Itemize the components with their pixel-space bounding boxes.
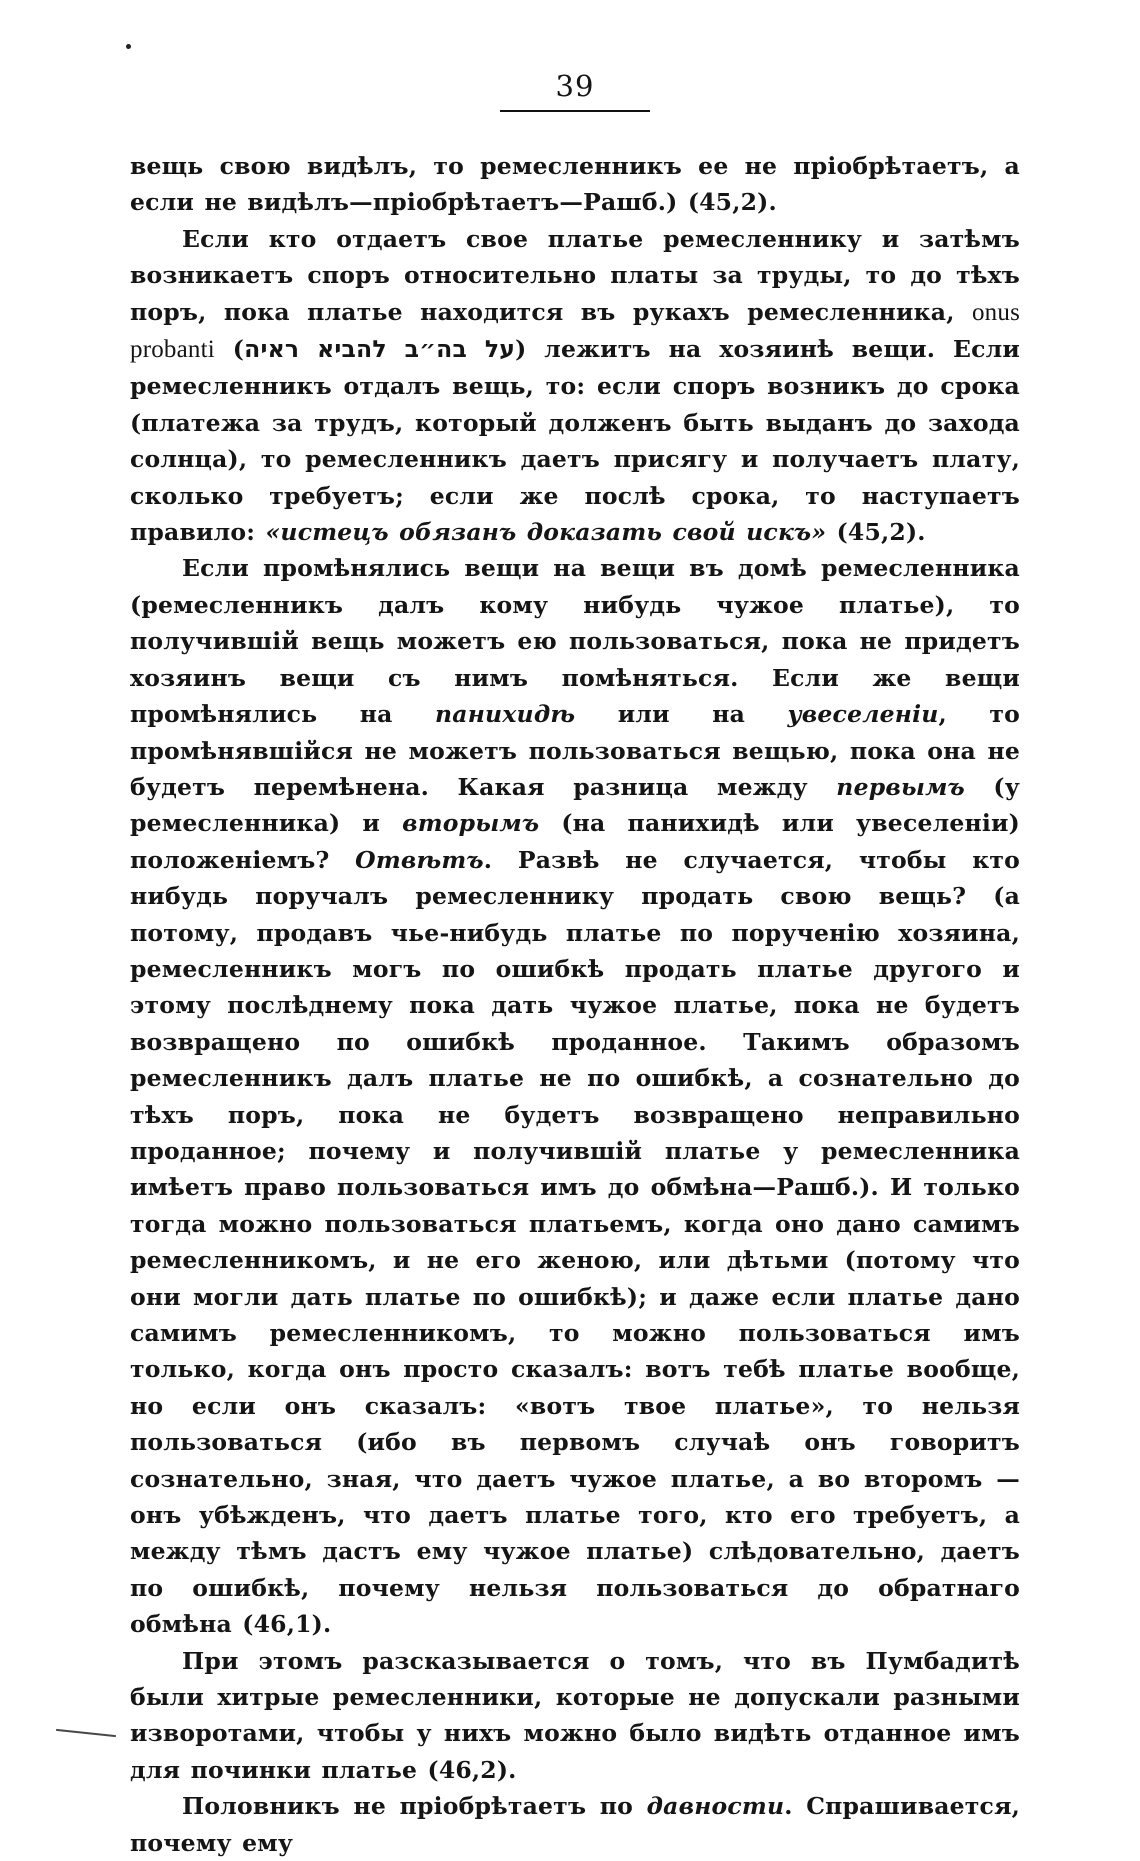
italic-word-otvet: Отвѣтъ [355,845,484,874]
paragraph-1-text: вещь свою видѣлъ, то ремесленникъ ее не пріобрѣтаетъ, а если не видѣлъ—пріобрѣтаетъ—Рашб.) (45,2). [130,152,1020,217]
paragraph-3 [130,550,1020,1642]
paragraph-4 [130,1643,1020,1789]
page-number-rule [500,110,650,112]
paragraph-continuation [130,148,1020,221]
paragraph-3-part-11: . Развѣ не случается, чтобы кто нибудь поручалъ ремесленнику продать свою вещь? (а потому, продавъ чье-нибудь платье по порученію хозяина, ремесленникъ могъ по ошибкѣ продать платье другого и этому послѣднему пока дать чужое платье, пока не будетъ возвращено по ошибкѣ проданное. Такимъ образомъ ремесленникъ далъ платье не по ошибкѣ, а сознательно до тѣхъ поръ, пока не будетъ возвращено неправильно проданное; почему и получившій платье у ремесленника имѣетъ право пользоваться имъ до обмѣна—Рашб.). И только тогда можно пользоваться платьемъ, когда оно дано самимъ ремесленникомъ, и не его женою, или дѣтьми (потому что они могли дать платье по ошибкѣ); и даже если платье дано самимъ ремесленникомъ, то можно пользоваться имъ только, когда онъ просто сказалъ: вотъ тебѣ платье вообще, но если онъ сказалъ: «вотъ твое платье», то нельзя пользоваться (ибо въ первомъ случаѣ онъ говоритъ сознательно, зная, что даетъ чужое платье, а во второмъ — онъ убѣжденъ, что даетъ платье того, кто его требуетъ, а между тѣмъ дастъ ему чужое платье) слѣдовательно, даетъ по ошибкѣ, почему нельзя пользоваться до обратнаго обмѣна (46,1). [130,845,1020,1639]
paragraph-2-part-3: ( [214,335,245,364]
main-text-block [130,148,1020,1861]
paragraph-3-part-9: (на панихидѣ или увеселеніи) положеніемъ? [130,809,1021,874]
paragraph-2 [130,221,1020,551]
italic-word-panikhida: панихидѣ [435,700,576,729]
page-number: 39 [555,69,595,103]
paragraph-4-text: При этомъ разсказывается о томъ, что въ Пумбадитѣ были хитрые ремесленники, которые не допускали разными изворотами, чтобы у нихъ можно было видѣть отданное имъ для починки платье (46,2). [130,1646,1020,1784]
paragraph-2-part-7: (45,2). [826,518,926,547]
italic-word-uveselenie: увеселеніи [787,700,939,729]
paragraph-2-part-1: Если кто отдаетъ свое платье ремесленнику и затѣмъ возникаетъ споръ относительно платы за труды, то до тѣхъ поръ, пока платье находится въ рукахъ ремесленника, [130,224,1020,326]
print-dot-mark [126,44,131,49]
italic-rule-phrase: «истецъ обязанъ доказать свой искъ» [265,518,827,547]
paragraph-3-part-3: или на [575,700,788,729]
italic-word-davnosti: давности [646,1792,785,1821]
paragraph-5-part-1: Половникъ не пріобрѣтаетъ по [182,1792,647,1821]
paragraph-3-part-7: (у ремесленника) и [130,772,1020,838]
paragraph-2-part-5: ) лежитъ на хозяинѣ вещи. Если ремесленникъ отдалъ вещь, то: если споръ возникъ до срока (платежа за трудъ, который долженъ быть выданъ до захода солнца), то ремесленникъ даетъ присягу и получаетъ плату, сколько требуетъ; если же послѣ срока, то наступаетъ правило: [130,335,1020,547]
italic-word-pervym: первымъ [836,772,965,801]
italic-word-vtorym: вторымъ [402,809,540,838]
paragraph-3-part-1: Если промѣнялись вещи на вещи въ домѣ ремесленника (ремесленникъ далъ кому нибудь чужое платье), то получившій вещь можетъ ею пользоваться, пока не придетъ хозяинъ вещи съ нимъ помѣняться. Если же вещи промѣнялись на [130,554,1020,729]
latin-phrase: onus probanti [130,298,1020,364]
paragraph-5-part-3: . Спрашивается, почему ему [130,1792,1021,1857]
paragraph-3-part-5: , то промѣнявшійся не можетъ пользоваться вещью, пока она не будетъ перемѣнена. Какая разница между [130,700,1020,801]
scan-corner-mark [56,1729,116,1737]
paragraph-5 [130,1788,1020,1861]
hebrew-phrase: על בה״ב להביא ראיה [244,335,516,364]
